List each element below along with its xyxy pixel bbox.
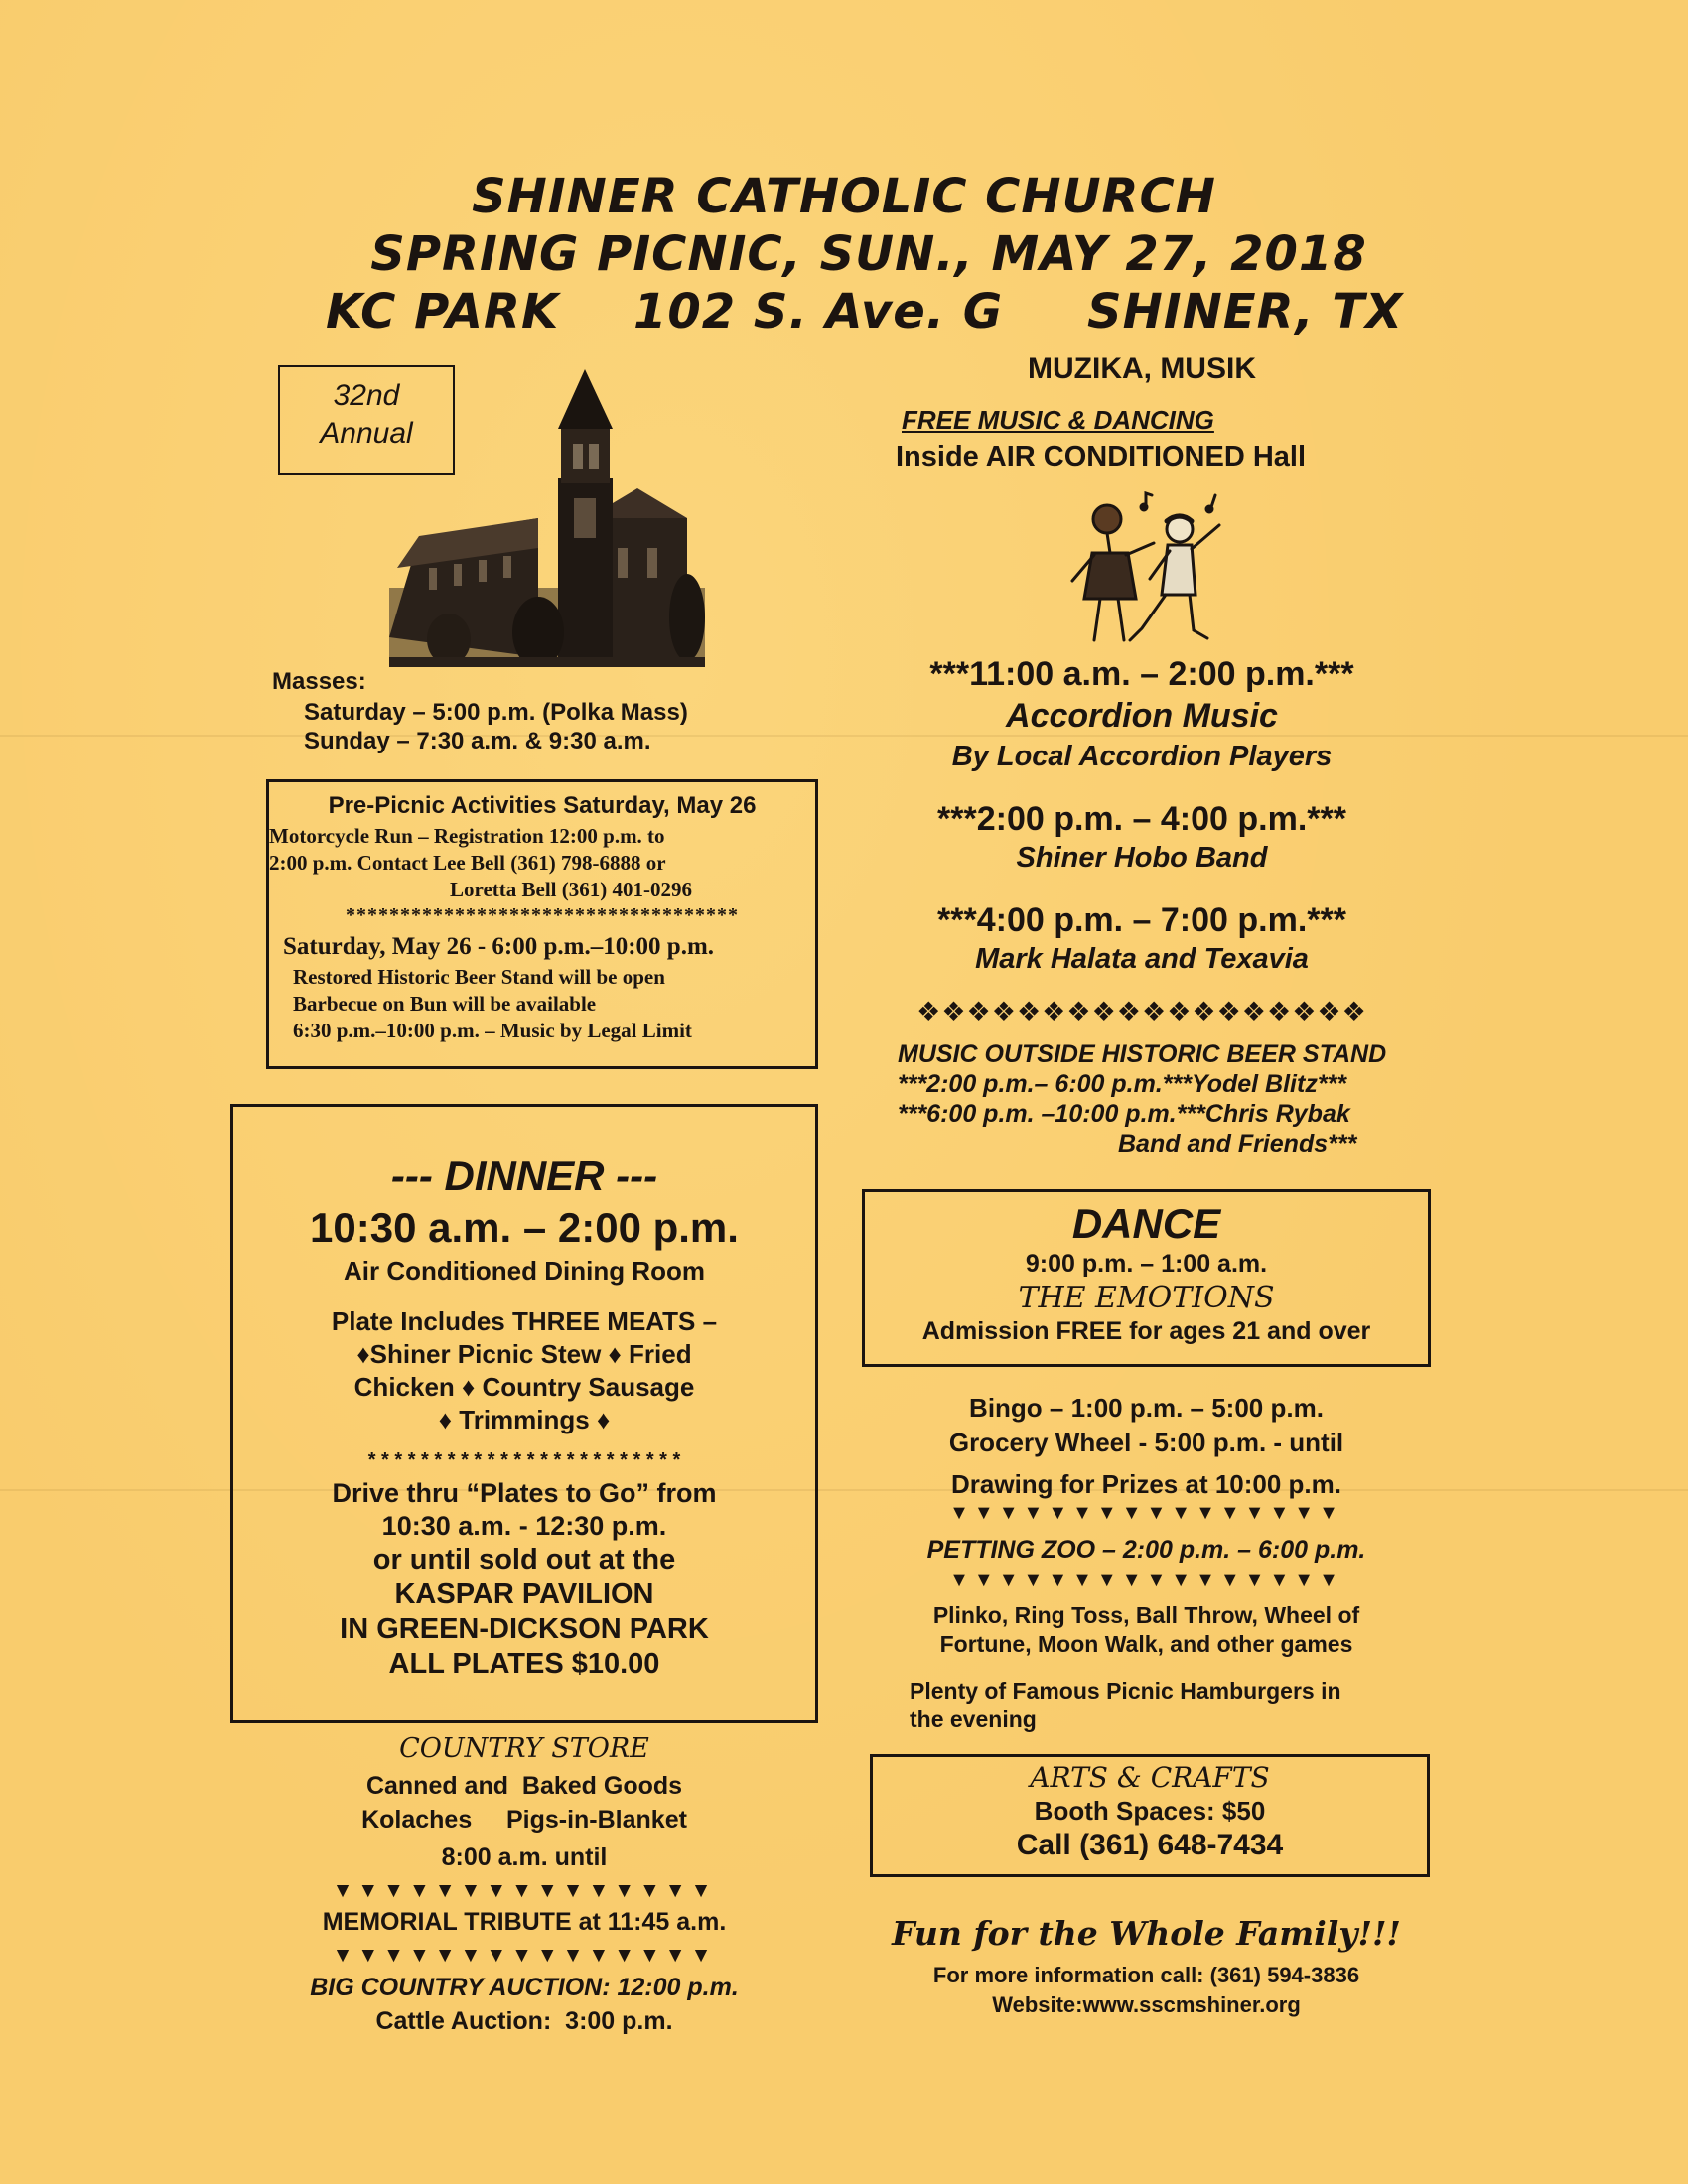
dinner-time: 10:30 a.m. – 2:00 p.m. xyxy=(310,1204,739,1251)
dancers-illustration xyxy=(1062,491,1231,660)
drawing-prizes: Drawing for Prizes at 10:00 p.m. xyxy=(950,1469,1341,1499)
dance-box xyxy=(862,1189,1431,1367)
outside-music-title: MUSIC OUTSIDE HISTORIC BEER STAND xyxy=(898,1040,1387,1068)
country-store-title: COUNTRY STORE xyxy=(399,1733,649,1764)
arts-crafts-call: Call (361) 648-7434 xyxy=(1016,1829,1284,1861)
fun-for-family: Fun for the Whole Family!!! xyxy=(892,1914,1401,1953)
petting-zoo: PETTING ZOO – 2:00 p.m. – 6:00 p.m. xyxy=(926,1536,1366,1564)
hamburgers-line-2: the evening xyxy=(910,1706,1037,1732)
grocery-wheel: Grocery Wheel - 5:00 p.m. - until xyxy=(948,1428,1344,1457)
pre-picnic-box xyxy=(266,779,818,1069)
outside-music-yodel-blitz: ***2:00 p.m.– 6:00 p.m.***Yodel Blitz*** xyxy=(898,1070,1347,1098)
header-park: KC PARK xyxy=(326,284,560,340)
memorial-tribute: MEMORIAL TRIBUTE at 11:45 a.m. xyxy=(322,1908,727,1936)
free-music-heading: FREE MUSIC & DANCING xyxy=(902,405,1214,435)
dinner-drive-5: IN GREEN-DICKSON PARK xyxy=(340,1613,709,1645)
anniversary-number: 32nd xyxy=(333,379,400,412)
divider-triangles-1: ▼▼▼▼▼▼▼▼▼▼▼▼▼▼▼ xyxy=(332,1879,717,1902)
dinner-plate-2: ♦Shiner Picnic Stew ♦ Fried xyxy=(356,1339,692,1369)
pre-picnic-stars: ************************************ xyxy=(346,904,739,926)
pre-picnic-saturday: Saturday, May 26 - 6:00 p.m.–10:00 p.m. xyxy=(283,933,715,960)
country-store-line-1: Canned and Baked Goods xyxy=(365,1772,683,1800)
church-illustration xyxy=(389,369,705,667)
divider-triangles-3: ▼▼▼▼▼▼▼▼▼▼▼▼▼▼▼▼ xyxy=(949,1502,1343,1524)
outside-music-band-friends: Band and Friends*** xyxy=(1118,1130,1357,1158)
pre-picnic-motorcycle: Motorcycle Run – Registration 12:00 p.m. to xyxy=(269,824,665,848)
dinner-stars: * * * * * * * * * * * * * * * * * * * * * * * * xyxy=(367,1449,681,1471)
dance-time: 9:00 p.m. – 1:00 a.m. xyxy=(1025,1250,1268,1278)
pre-picnic-contact-2: Loretta Bell (361) 401-0296 xyxy=(450,878,692,901)
dinner-plate-1: Plate Includes THREE MEATS – xyxy=(331,1306,718,1336)
pre-picnic-title: Pre-Picnic Activities Saturday, May 26 xyxy=(328,792,757,819)
divider-diamonds: ❖❖❖❖❖❖❖❖❖❖❖❖❖❖❖❖❖❖ xyxy=(916,997,1367,1026)
dinner-drive-3: or until sold out at the xyxy=(372,1544,676,1575)
website: Website:www.sscmshiner.org xyxy=(992,1992,1301,2017)
header-address: 102 S. Ave. G xyxy=(633,284,1004,340)
anniversary-label: Annual xyxy=(320,417,413,450)
dance-title: DANCE xyxy=(1071,1200,1221,1247)
masses-sunday: Sunday – 7:30 a.m. & 9:30 a.m. xyxy=(304,728,651,754)
masses-title: Masses: xyxy=(272,668,366,695)
arts-crafts-box xyxy=(870,1754,1430,1877)
more-info-phone: For more information call: (361) 594-3836 xyxy=(932,1963,1360,1987)
pre-picnic-beer-stand: Restored Historic Beer Stand will be open xyxy=(293,965,665,989)
header-city: SHINER, TX xyxy=(1087,284,1404,340)
music-hall: Inside AIR CONDITIONED Hall xyxy=(896,441,1307,473)
dinner-plate-3: Chicken ♦ Country Sausage xyxy=(353,1372,695,1402)
divider-triangles-4: ▼▼▼▼▼▼▼▼▼▼▼▼▼▼▼▼ xyxy=(949,1570,1343,1591)
hamburgers-line-1: Plenty of Famous Picnic Hamburgers in xyxy=(910,1678,1341,1704)
games-line-1: Plinko, Ring Toss, Ball Throw, Wheel of xyxy=(932,1602,1360,1628)
dinner-price: ALL PLATES $10.00 xyxy=(388,1648,660,1680)
arts-crafts-title: ARTS & CRAFTS xyxy=(1030,1761,1270,1794)
music-slot-1-detail: By Local Accordion Players xyxy=(951,741,1333,772)
masses-saturday: Saturday – 5:00 p.m. (Polka Mass) xyxy=(304,699,688,726)
pre-picnic-barbecue: Barbecue on Bun will be available xyxy=(293,992,597,1016)
dinner-plate-4: ♦ Trimmings ♦ xyxy=(438,1405,611,1434)
dance-band: THE EMOTIONS xyxy=(1018,1281,1275,1315)
music-slot-1-name: Accordion Music xyxy=(1006,697,1278,735)
bingo: Bingo – 1:00 p.m. – 5:00 p.m. xyxy=(969,1393,1324,1423)
music-slot-2-name: Shiner Hobo Band xyxy=(1016,842,1268,874)
music-slot-1-time: ***11:00 a.m. – 2:00 p.m.*** xyxy=(929,655,1354,693)
dinner-drive-2: 10:30 a.m. - 12:30 p.m. xyxy=(381,1511,667,1541)
country-store-line-2: Kolaches Pigs-in-Blanket xyxy=(361,1806,687,1834)
divider-triangles-2: ▼▼▼▼▼▼▼▼▼▼▼▼▼▼▼ xyxy=(332,1944,717,1967)
dinner-drive-1: Drive thru “Plates to Go” from xyxy=(332,1478,717,1508)
cattle-auction: Cattle Auction: 3:00 p.m. xyxy=(375,2007,673,2035)
music-title: MUZIKA, MUSIK xyxy=(1028,352,1256,385)
pre-picnic-contact: 2:00 p.m. Contact Lee Bell (361) 798-6888 or xyxy=(269,851,666,875)
arts-crafts-booth: Booth Spaces: $50 xyxy=(1034,1796,1266,1826)
country-store-line-3: 8:00 a.m. until xyxy=(441,1843,608,1871)
dinner-drive-4: KASPAR PAVILION xyxy=(394,1578,654,1610)
header-line-1: SHINER CATHOLIC CHURCH xyxy=(472,169,1216,224)
header-line-2: SPRING PICNIC, SUN., MAY 27, 2018 xyxy=(370,226,1367,282)
music-slot-3-time: ***4:00 p.m. – 7:00 p.m.*** xyxy=(937,901,1346,939)
big-country-auction: BIG COUNTRY AUCTION: 12:00 p.m. xyxy=(310,1974,739,2001)
pre-picnic-music: 6:30 p.m.–10:00 p.m. – Music by Legal Limit xyxy=(293,1019,692,1042)
outside-music-chris-rybak: ***6:00 p.m. –10:00 p.m.***Chris Rybak xyxy=(898,1100,1350,1128)
dinner-title: --- DINNER --- xyxy=(390,1153,658,1199)
music-slot-3-name: Mark Halata and Texavia xyxy=(975,943,1309,975)
games-line-2: Fortune, Moon Walk, and other games xyxy=(939,1631,1353,1657)
dance-admission: Admission FREE for ages 21 and over xyxy=(921,1317,1371,1345)
music-slot-2-time: ***2:00 p.m. – 4:00 p.m.*** xyxy=(937,800,1346,838)
dinner-room: Air Conditioned Dining Room xyxy=(344,1256,705,1286)
dinner-box xyxy=(230,1104,818,1723)
